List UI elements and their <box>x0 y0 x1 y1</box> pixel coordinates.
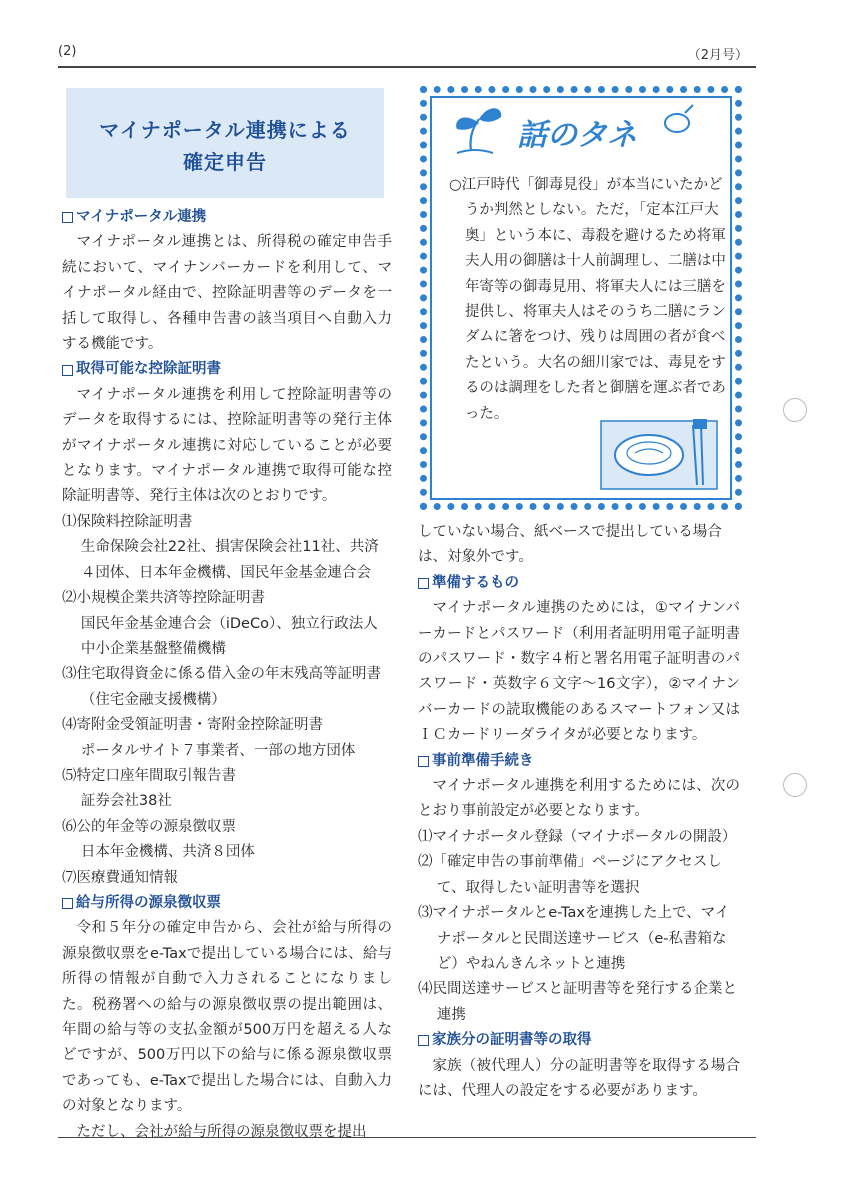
list-item-detail: 日本年金機構、共済８団体 <box>80 844 255 861</box>
list-item: ⑵「確定申告の事前準備」ページにアクセスして、取得したい証明書等を選択 <box>418 854 722 896</box>
sprout-icon <box>449 101 699 165</box>
section-body: 家族（被代理人）分の証明書等を取得する場合には、代理人の設定をする必要があります。 <box>418 1057 740 1099</box>
section-heading: 給与所得の源泉徴収票 <box>62 891 392 916</box>
tane-body: ○江戸時代「御毒見役」が本当にいたかどうか判然としない。ただ，「定本江戸大奥」という本に、毒殺を避けるため将軍夫人用の御膳は十人前調理し、二膳は中年寄等の御毒見用、将軍夫人には三膳を提供し、将軍夫人はそのうち二膳にランダムに箸をつけ、残りは周囲の者が食べたという。大名の細川家では、毒見をするのは調理をした者と御膳を運ぶ者であった。 <box>449 177 726 422</box>
section-heading: 事前準備手続き <box>418 749 740 774</box>
list-item-detail: ポータルサイト７事業者、一部の地方団体 <box>80 742 356 759</box>
binder-hole-icon <box>783 398 807 422</box>
checkbox-square-icon <box>418 1035 429 1046</box>
list-item: ⑴マイナポータル登録（マイナポータルの開設） <box>418 828 737 845</box>
list-item: ⑶住宅取得資金に係る借入金の年末残高等証明書（住宅金融支援機構） <box>62 666 381 708</box>
list-item: ⑴保険料控除証明書 <box>62 513 193 530</box>
section-heading: マイナポータル連携 <box>62 205 392 230</box>
section-heading: 準備するもの <box>418 571 740 596</box>
list-item: ⑶マイナポータルとe-Taxを連携した上で、マイナポータルと民間送達サービス（e-私書箱など）やねんきんネットと連携 <box>418 905 730 972</box>
issue-label: （2月号） <box>687 48 748 63</box>
meal-tray-illustration <box>597 415 722 493</box>
header-rule <box>58 66 756 68</box>
section-body: ただし、会社が給与所得の源泉徴収票を提出 <box>76 1123 367 1140</box>
right-column <box>418 520 740 1104</box>
list-item: ⑸特定口座年間取引報告書 <box>62 767 236 784</box>
article-title-line2: 確定申告 <box>183 150 267 174</box>
article-title-line1: マイナポータル連携による <box>99 118 351 142</box>
list-item: ⑺医療費通知情報 <box>62 869 178 886</box>
section-body: 令和５年分の確定申告から、会社が給与所得の源泉徴収票をe-Taxで提出している場合には、給与所得の情報が自動で入力されることになりました。税務署への給与の源泉徴収票の提出範囲は、年間の給与等の支払金額が500万円を超える人などですが、500万円以下の給与に係る源泉徴収票であっても、e-Taxで提出した場合には、自動入力の対象となります。 <box>62 920 392 1115</box>
list-item-detail: 国民年金基金連合会（iDeCo）、独立行政法人中小企業基盤整備機構 <box>80 615 378 657</box>
footer-rule <box>58 1137 756 1138</box>
hanashi-no-tane-box <box>420 86 742 510</box>
binder-hole-icon <box>783 773 807 797</box>
checkbox-square-icon <box>418 756 429 767</box>
list-item: ⑷民間送達サービスと証明書等を発行する企業と連携 <box>418 981 737 1023</box>
section-body: マイナポータル連携を利用して控除証明書等のデータを取得するには、控除証明書等の発行主体がマイナポータル連携に対応していることが必要となります。マイナポータル連携で取得可能な控除証明書等、発行主体は次のとおりです。 <box>62 386 392 505</box>
checkbox-square-icon <box>62 365 73 376</box>
list-item-detail: 証券会社38社 <box>80 793 172 810</box>
section-body: マイナポータル連携とは、所得税の確定申告手続において、マイナンバーカードを利用して、マイナポータル経由で、控除証明書等のデータを一括して取得し、各種申告書の該当項目へ自動入力する機能です。 <box>62 234 392 353</box>
checkbox-square-icon <box>62 898 73 909</box>
list-item: ⑵小規模企業共済等控除証明書 <box>62 590 265 607</box>
page-number: (2) <box>58 44 77 59</box>
list-item: ⑷寄附金受領証明書・寄附金控除証明書 <box>62 717 323 734</box>
article-title-box <box>66 88 384 198</box>
continued-text: していない場合、紙ベースで提出している場合は、対象外です。 <box>418 524 722 566</box>
section-heading: 取得可能な控除証明書 <box>62 357 392 382</box>
section-body: マイナポータル連携のためには，①マイナンバーカードとパスワード（利用者証明用電子証明書のパスワード・数字４桁と署名用電子証明書のパスワード・英数字６文字～16文字），②マイナンバーカードの読取機能のあるスマートフォン又はＩＣカードリーダライタが必要となります。 <box>418 600 740 744</box>
checkbox-square-icon <box>418 578 429 589</box>
checkbox-square-icon <box>62 212 73 223</box>
section-body: マイナポータル連携を利用するためには、次のとおり事前設定が必要となります。 <box>418 778 740 820</box>
list-item-detail: 生命保険会社22社、損害保険会社11社、共済４団体、日本年金機構、国民年金基金連合会 <box>80 539 379 581</box>
left-column <box>62 205 392 1145</box>
section-heading: 家族分の証明書等の取得 <box>418 1028 740 1053</box>
tane-logo-text: 話のタネ <box>517 118 637 153</box>
list-item: ⑹公的年金等の源泉徴収票 <box>62 818 236 835</box>
